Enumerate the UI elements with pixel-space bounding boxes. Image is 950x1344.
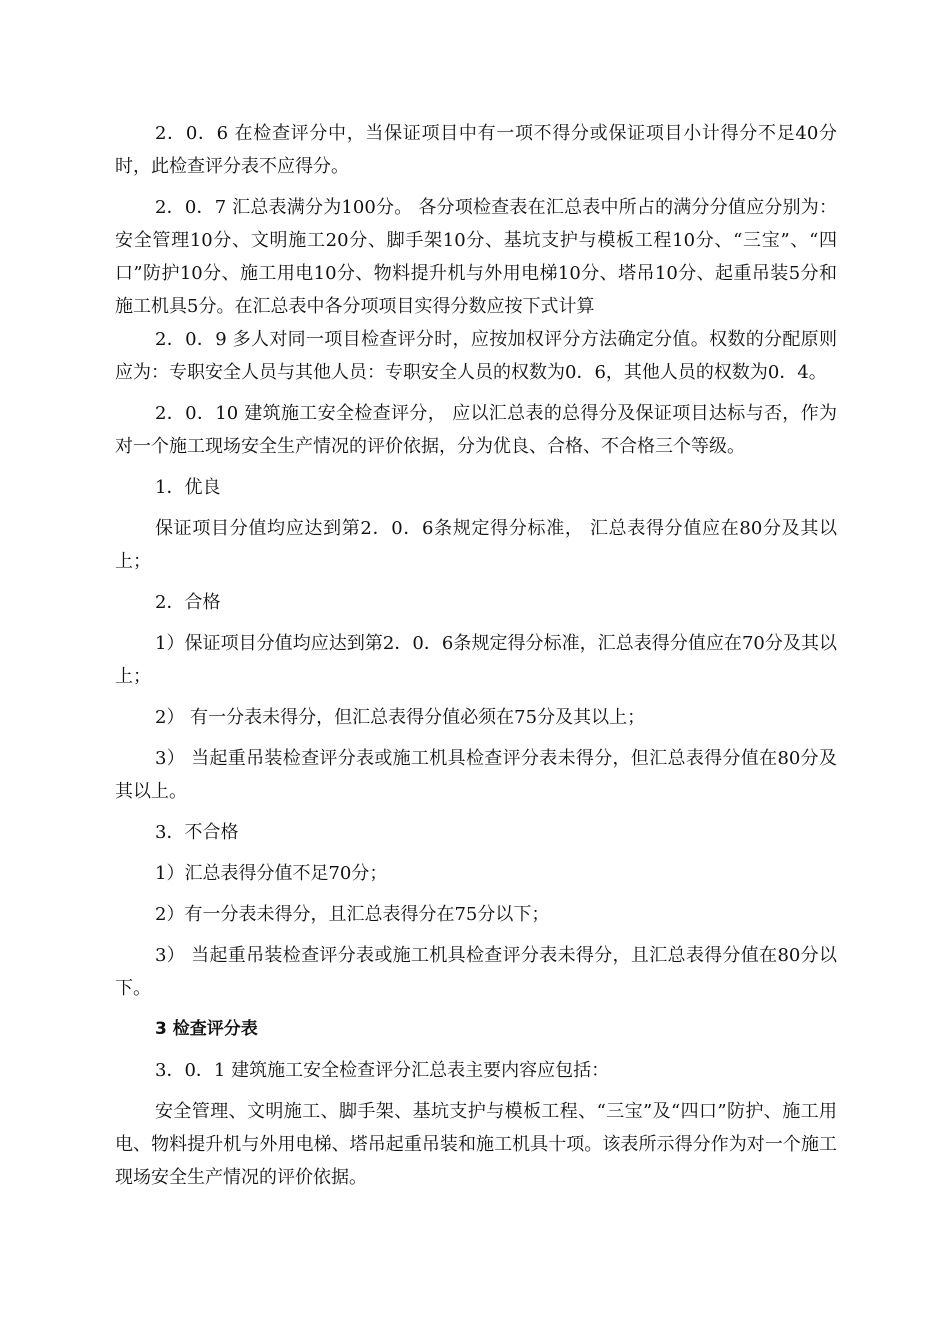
document-page — [115, 117, 837, 1202]
section-3-heading: 3 检查评分表 — [155, 1019, 258, 1039]
grade-pass-item-3: 3） 当起重吊装检查评分表或施工机具检查评分表未得分，但汇总表得分值在80分及其以上。 — [115, 748, 837, 802]
clause-3-0-1-content: 安全管理、文明施工、脚手架、基坑支护与模板工程、“三宝”及“四口”防护、施工用电、物料提升机与外用电梯、塔吊起重吊装和施工机具十项。该表所示得分作为对一个施工现场安全生产情况的评价依据。 — [115, 1101, 837, 1188]
clause-3-0-1: 3．0．1 建筑施工安全检查评分汇总表主要内容应包括： — [155, 1060, 610, 1081]
grade-fail-item-3: 3） 当起重吊装检查评分表或施工机具检查评分表未得分，且汇总表得分值在80分以下。 — [115, 945, 837, 999]
grade-pass-item-1: 1）保证项目分值均应达到第2．0．6条规定得分标准，汇总表得分值应在70分及其以上； — [115, 633, 837, 687]
grade-pass-item-2: 2） 有一分表未得分，但汇总表得分值必须在75分及其以上； — [155, 707, 646, 728]
grade-fail-item-2: 2）有一分表未得分，且汇总表得分在75分以下； — [155, 904, 550, 925]
clause-2-0-6: 2．0．6 在检查评分中，当保证项目中有一项不得分或保证项目小计得分不足40分时，此检查评分表不应得分。 — [115, 123, 837, 177]
grade-fail-item-1: 1）汇总表得分值不足70分； — [155, 863, 388, 884]
clause-2-0-7: 2．0．7 汇总表满分为100分。 各分项检查表在汇总表中所占的满分分值应分别为：安全管理10分、文明施工20分、脚手架10分、基坑支护与模板工程10分、“三宝”、“四口”防护10分、施工用电10分、物料提升机与外用电梯10分、塔吊10分、起重吊装5分和施工机具5分。在汇总表中各分项项目实得分数应按下式计算 — [115, 197, 837, 317]
clause-2-0-10: 2．0．10 建筑施工安全检查评分， 应以汇总表的总得分及保证项目达标与否，作为对一个施工现场安全生产情况的评价依据，分为优良、合格、不合格三个等级。 — [115, 403, 837, 457]
clause-2-0-9: 2．0．9 多人对同一项目检查评分时，应按加权评分方法确定分值。权数的分配原则应为：专职安全人员与其他人员：专职安全人员的权数为0．6，其他人员的权数为0．4。 — [115, 329, 837, 383]
grade-pass-heading: 2．合格 — [155, 592, 221, 613]
grade-fail-heading: 3．不合格 — [155, 822, 239, 843]
grade-excellent-heading: 1．优良 — [155, 477, 221, 498]
grade-excellent-text: 保证项目分值均应达到第2．0．6条规定得分标准， 汇总表得分值应在80分及其以上； — [115, 518, 837, 572]
